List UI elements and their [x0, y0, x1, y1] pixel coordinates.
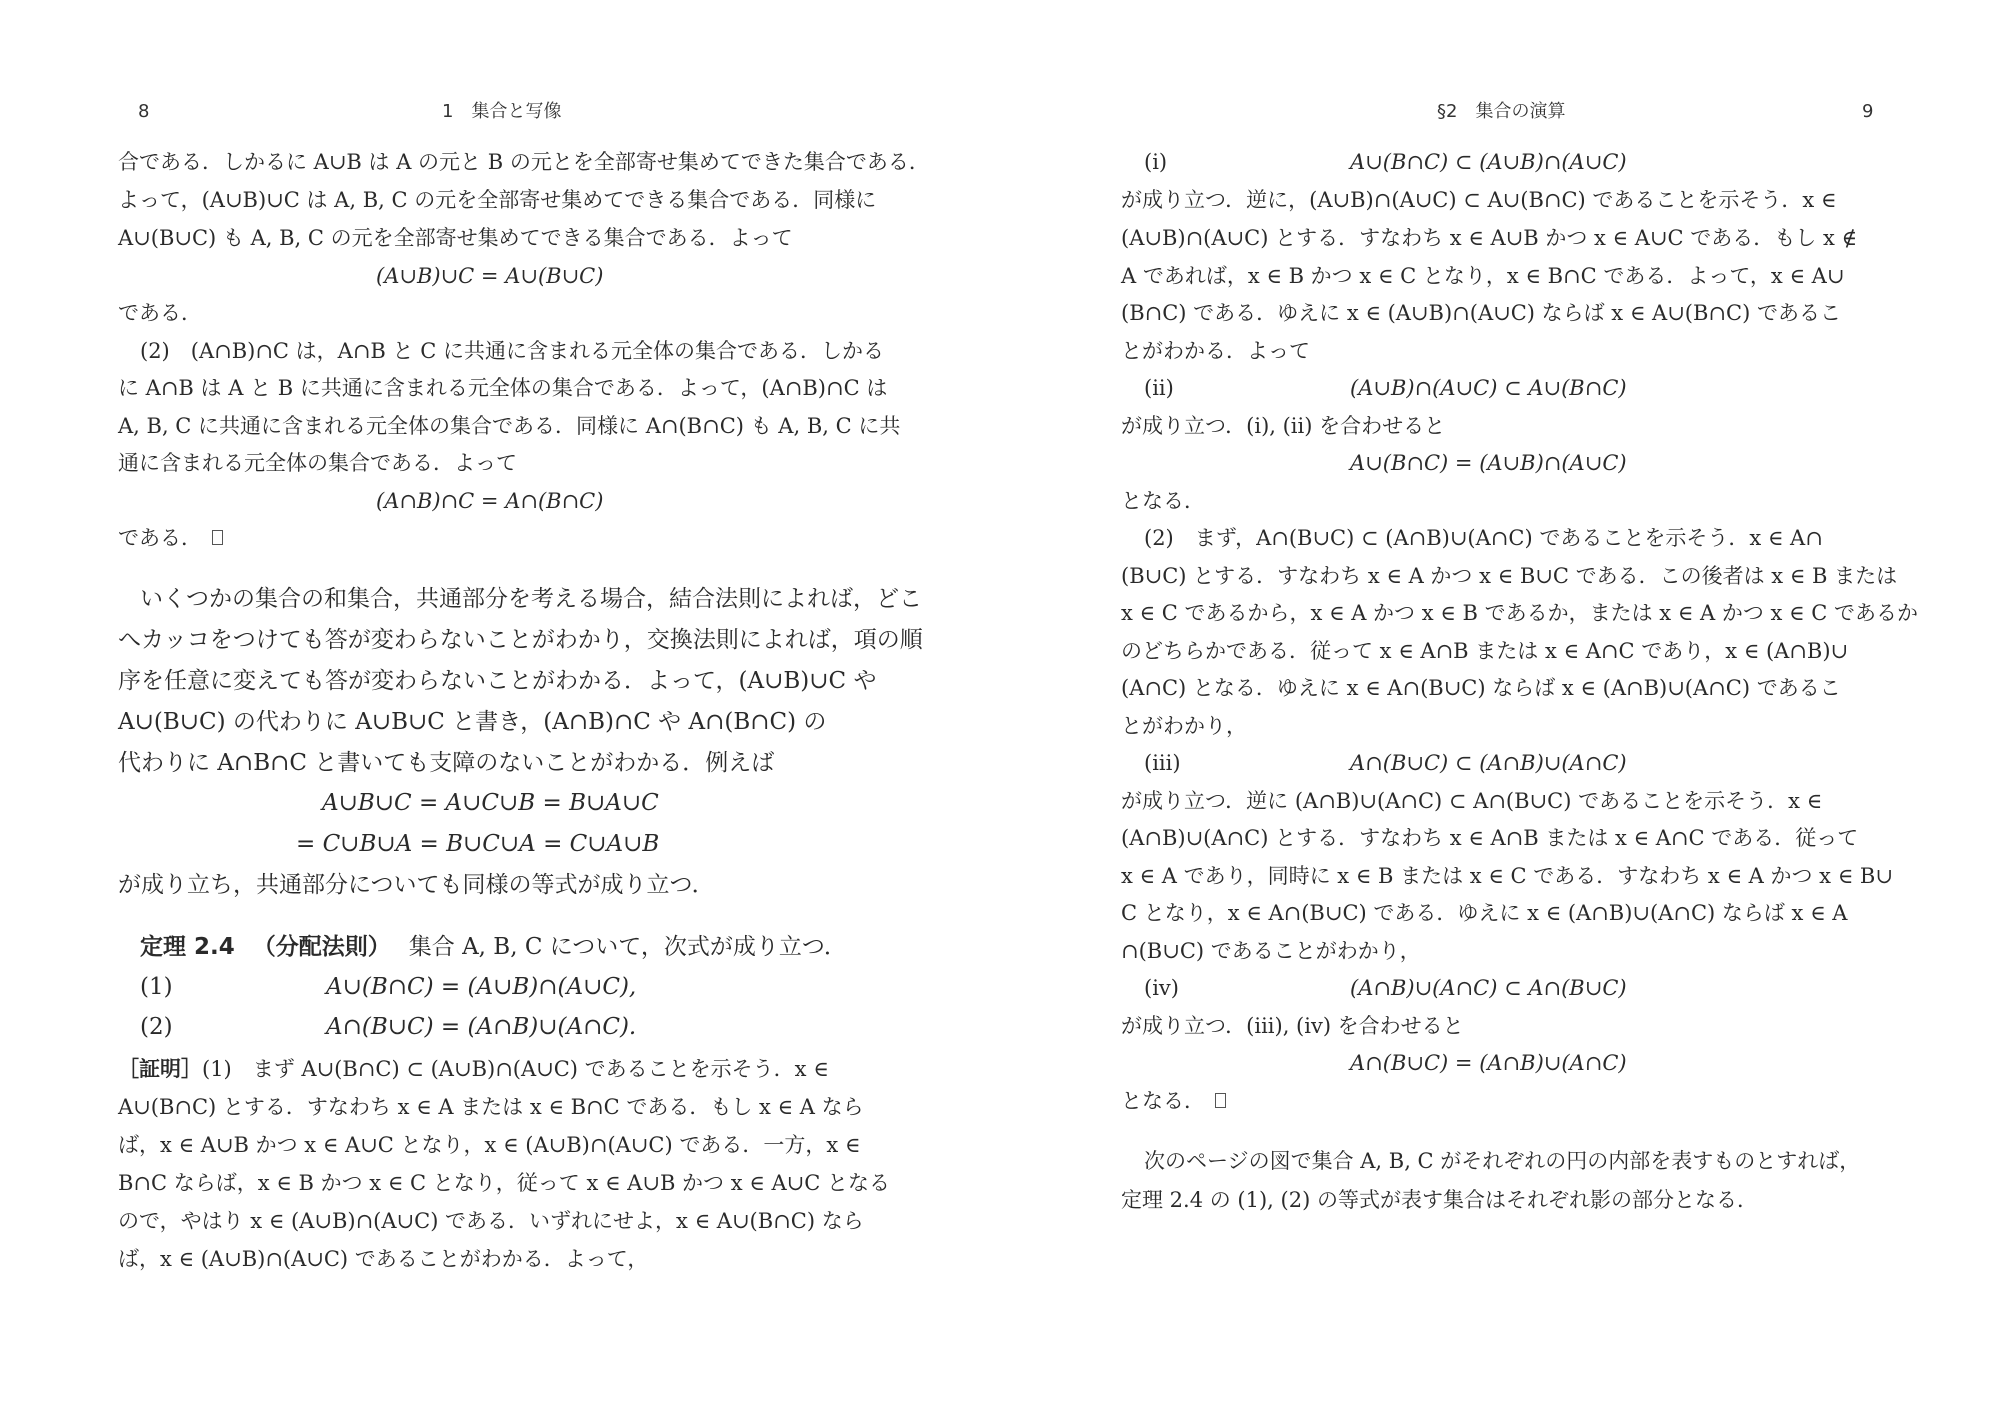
- text-line: である．: [118, 524, 223, 552]
- text-line: とがわかる．よって: [1121, 339, 1310, 363]
- text-line: A∪(B∪C) も A, B, C の元を全部寄せ集めてできる集合である．よって: [118, 226, 793, 250]
- text-line: (2) (A∩B)∩C は，A∩B と C に共通に含まれる元全体の集合である．しかる: [140, 339, 884, 363]
- text-line: である．: [118, 301, 202, 325]
- theorem-statement: 定理 2.4 （分配法則） 集合 A, B, C について，次式が成り立つ．: [140, 934, 847, 960]
- qed-mark: [1215, 1093, 1226, 1108]
- theorem-label: 定理 2.4: [140, 934, 235, 960]
- text-line: のどちらかである．従って x ∈ A∩B または x ∈ A∩C であり，x ∈ (A∩B)∪: [1121, 639, 1849, 663]
- text-line: A∪(B∪C) の代わりに A∪B∪C と書き，(A∩B)∩C や A∩(B∩C) の: [118, 709, 827, 735]
- proof-step: (iv) (A∩B)∪(A∩C) ⊂ A∩(B∪C): [1144, 976, 1627, 1000]
- text-line: 合である．しかるに A∪B は A の元と B の元とを全部寄せ集めてできた集合である．: [118, 150, 930, 174]
- display-equation: A∪(B∩C) = (A∪B)∩(A∪C): [1350, 451, 1627, 475]
- proof-label: ［証明］: [118, 1057, 202, 1081]
- text-line: となる．: [1121, 1087, 1226, 1115]
- text-line: ば，x ∈ A∪B かつ x ∈ A∪C となり，x ∈ (A∪B)∩(A∪C) である．一方，x ∈: [118, 1133, 861, 1157]
- text-line: が成り立つ．(i), (ii) を合わせると: [1121, 414, 1446, 438]
- right-page: [1000, 0, 2000, 1419]
- theorem-name: （分配法則）: [252, 934, 391, 960]
- text-line: 代わりに A∩B∩C と書いても支障のないことがわかる．例えば: [118, 750, 775, 776]
- text-line: が成り立つ．逆に，(A∪B)∩(A∪C) ⊂ A∪(B∩C) であることを示そう．x ∈: [1121, 188, 1837, 212]
- text-line: が成り立つ．逆に (A∩B)∪(A∩C) ⊂ A∩(B∪C) であることを示そう．x ∈: [1121, 789, 1823, 813]
- text-line: 次のページの図で集合 A, B, C がそれぞれの円の内部を表すものとすれば，: [1144, 1149, 1861, 1173]
- text-line: へカッコをつけても答が変わらないことがわかり，交換法則によれば，項の順: [118, 627, 923, 653]
- text-line: (A∩C) となる．ゆえに x ∈ A∩(B∪C) ならば x ∈ (A∩B)∪(A∩C) であるこ: [1121, 676, 1841, 700]
- text-line: ∩(B∪C) であることがわかり，: [1121, 939, 1421, 963]
- text-line: ば，x ∈ (A∪B)∩(A∪C) であることがわかる．よって，: [118, 1247, 649, 1271]
- running-head: §2 集合の演算: [1437, 101, 1566, 122]
- display-equation: = C∪B∪A = B∪C∪A = C∪A∪B: [296, 831, 660, 857]
- page-number: 8: [138, 101, 150, 122]
- text-line: 定理 2.4 の (1), (2) の等式が表す集合はそれぞれ影の部分となる．: [1121, 1188, 1758, 1212]
- text-line: (B∪C) とする．すなわち x ∈ A かつ x ∈ B∪C である．この後者は x ∈ B または: [1121, 564, 1898, 588]
- text-line: よって，(A∪B)∪C は A, B, C の元を全部寄せ集めてできる集合である．同様に: [118, 188, 877, 212]
- text-line: x ∈ C であるから，x ∈ A かつ x ∈ B であるか，または x ∈ A かつ x ∈ C であるか: [1121, 601, 1918, 625]
- proof-step: (i) A∪(B∩C) ⊂ (A∪B)∩(A∪C): [1144, 150, 1627, 174]
- qed-mark: [212, 530, 223, 545]
- text-line: (B∩C) である．ゆえに x ∈ (A∪B)∩(A∪C) ならば x ∈ A∪(B∩C) であるこ: [1121, 301, 1841, 325]
- text-line: 通に含まれる元全体の集合である．よって: [118, 451, 517, 475]
- text-line: A, B, C に共通に含まれる元全体の集合である．同様に A∩(B∩C) も A, B, C に共: [118, 414, 901, 438]
- running-head: 1 集合と写像: [442, 101, 562, 122]
- proof-step: (iii) A∩(B∪C) ⊂ (A∩B)∪(A∩C): [1144, 751, 1627, 775]
- text-line: B∩C ならば，x ∈ B かつ x ∈ C となり，従って x ∈ A∪B かつ x ∈ A∪C となる: [118, 1171, 890, 1195]
- text-line: x ∈ A であり，同時に x ∈ B または x ∈ C である．すなわち x ∈ A かつ x ∈ B∪: [1121, 864, 1893, 888]
- proof-line: ［証明］ (1) まず A∪(B∩C) ⊂ (A∪B)∩(A∪C) であることを示そう．x ∈: [118, 1057, 829, 1081]
- text-line: (2) まず，A∩(B∪C) ⊂ (A∩B)∪(A∩C) であることを示そう．x ∈ A∩: [1144, 526, 1823, 550]
- text-line: に A∩B は A と B に共通に含まれる元全体の集合である．よって，(A∩B)∩C は: [118, 376, 888, 400]
- text-line: (A∩B)∪(A∩C) とする．すなわち x ∈ A∩B または x ∈ A∩C である．従って: [1121, 826, 1859, 850]
- display-equation: A∪B∪C = A∪C∪B = B∪A∪C: [322, 790, 659, 816]
- text-line: いくつかの集合の和集合，共通部分を考える場合，結合法則によれば，どこ: [140, 586, 922, 612]
- text-line: が成り立つ．(iii), (iv) を合わせると: [1121, 1014, 1464, 1038]
- text-line: が成り立ち，共通部分についても同様の等式が成り立つ．: [118, 872, 715, 898]
- display-equation: (A∪B)∪C = A∪(B∪C): [376, 264, 604, 288]
- text-line: A∪(B∩C) とする．すなわち x ∈ A または x ∈ B∩C である．もし x ∈ A なら: [118, 1095, 864, 1119]
- proof-step: (ii) (A∪B)∩(A∪C) ⊂ A∪(B∩C): [1144, 376, 1627, 400]
- text-line: A であれば，x ∈ B かつ x ∈ C となり，x ∈ B∩C である．よって，x ∈ A∪: [1121, 264, 1845, 288]
- text-line: となる．: [1121, 489, 1205, 513]
- display-equation: (A∩B)∩C = A∩(B∩C): [376, 489, 604, 513]
- text-line: (A∪B)∩(A∪C) とする．すなわち x ∈ A∪B かつ x ∈ A∪C である．もし x ∉: [1121, 226, 1858, 250]
- text-line: 序を任意に変えても答が変わらないことがわかる．よって，(A∪B)∪C や: [118, 668, 877, 694]
- page-number: 9: [1862, 101, 1874, 122]
- theorem-item: (1) A∪(B∩C) = (A∪B)∩(A∪C),: [140, 974, 637, 1000]
- theorem-item: (2) A∩(B∪C) = (A∩B)∪(A∩C).: [140, 1014, 637, 1040]
- text-line: とがわかり，: [1121, 714, 1247, 738]
- text-line: C となり，x ∈ A∩(B∪C) である．ゆえに x ∈ (A∩B)∪(A∩C) ならば x ∈ A: [1121, 901, 1848, 925]
- text-line: ので，やはり x ∈ (A∪B)∩(A∪C) である．いずれにせよ，x ∈ A∪(B∩C) なら: [118, 1209, 864, 1233]
- display-equation: A∩(B∪C) = (A∩B)∪(A∩C): [1350, 1051, 1627, 1075]
